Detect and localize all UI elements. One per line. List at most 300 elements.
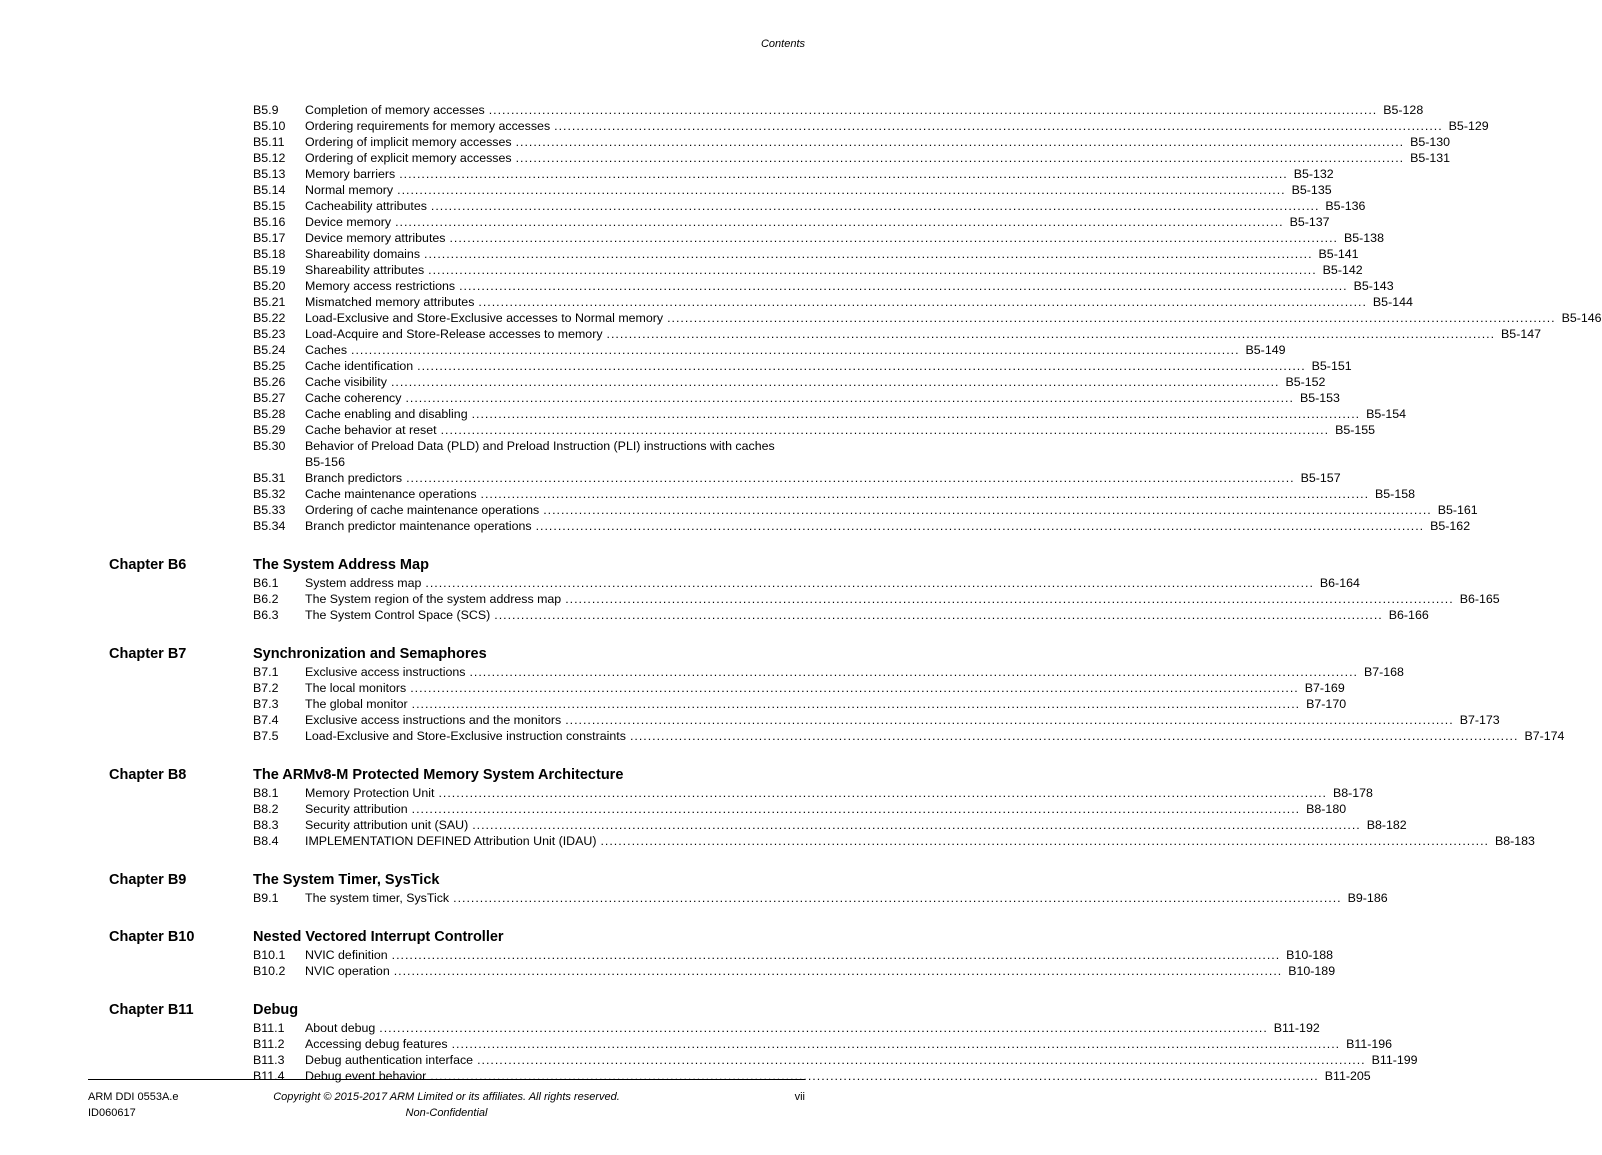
section-number: B7.1 (253, 665, 279, 679)
section-number: B11.4 (253, 1069, 285, 1083)
dot-leader: ........................................................................................................................................................................................................ (629, 729, 1519, 743)
toc-entry[interactable] (0, 294, 1413, 310)
page-reference[interactable]: B5-138 (1344, 231, 1384, 245)
dot-leader: ........................................................................................................................................................................................................ (565, 592, 1454, 606)
section-number: B11.2 (253, 1037, 285, 1051)
toc-entry-line (305, 166, 1334, 182)
dot-leader: ........................................................................................................................................................................................................ (411, 697, 1301, 711)
section-number: B5.29 (253, 423, 286, 437)
section-title-link[interactable]: Normal memory (305, 183, 394, 197)
page-reference[interactable]: B5-157 (1300, 471, 1341, 485)
section-number: B5.25 (253, 359, 286, 373)
toc-entry-line (305, 310, 1602, 326)
page-reference[interactable]: B8-178 (1332, 786, 1373, 800)
toc-entry[interactable] (0, 198, 1366, 214)
page-reference[interactable]: B5-128 (1383, 103, 1424, 117)
dot-leader: ........................................................................................................................................................................................................ (480, 487, 1370, 501)
page-reference[interactable]: B5-149 (1245, 343, 1286, 357)
page-reference[interactable]: B5-130 (1410, 135, 1451, 149)
dot-leader: ........................................................................................................................................................................................................ (351, 343, 1240, 357)
toc-entry[interactable] (0, 326, 1542, 342)
toc-entry[interactable] (0, 1052, 1418, 1068)
page-reference[interactable]: B5-129 (1448, 119, 1489, 133)
toc-entry-line (305, 294, 1413, 310)
section-title-link[interactable]: The System region of the system address map (305, 592, 562, 606)
chapter-label[interactable]: Chapter B11 (109, 1002, 194, 1018)
toc-entry[interactable] (0, 166, 1334, 182)
footer-legal (0, 1089, 893, 1121)
toc-entry[interactable] (0, 575, 1360, 591)
page-reference[interactable]: B5-136 (1325, 199, 1366, 213)
dot-leader: ........................................................................................................................................................................................................ (405, 391, 1294, 405)
toc-entry[interactable] (0, 214, 1330, 230)
section-title-link[interactable]: Branch predictor maintenance operations (305, 519, 532, 533)
chapter-title[interactable]: The System Address Map (253, 557, 429, 573)
toc-entry[interactable] (0, 150, 1451, 166)
section-number: B8.1 (253, 786, 279, 800)
footer-copyright: Copyright © 2015-2017 ARM Limited or its affiliates. All rights reserved. (273, 1091, 620, 1103)
dot-leader: ........................................................................................................................................................................................................ (543, 503, 1432, 517)
toc-entry[interactable] (0, 947, 1334, 963)
chapter-title[interactable]: Debug (253, 1002, 299, 1018)
section-title-link[interactable]: IMPLEMENTATION DEFINED Attribution Unit (IDAU) (305, 834, 597, 848)
section-title-link[interactable]: Cache behavior at reset (305, 423, 437, 437)
section-number: B5.20 (253, 279, 286, 293)
toc-entry[interactable] (0, 591, 1500, 607)
toc-entry[interactable] (0, 785, 1373, 801)
toc-entry[interactable] (0, 406, 1407, 422)
toc-entry-line (305, 712, 1500, 728)
toc-entry[interactable] (0, 438, 893, 470)
dot-leader: ........................................................................................................................................................................................................ (451, 1037, 1341, 1051)
toc-section (0, 868, 1388, 906)
toc-entry-line (305, 470, 1341, 486)
dot-leader: ........................................................................................................................................................................................................ (488, 103, 1378, 117)
page-reference[interactable]: B5-155 (1335, 423, 1376, 437)
section-number: B5.23 (253, 327, 286, 341)
toc-section (0, 925, 1336, 979)
toc-entry-line (305, 486, 1415, 502)
toc-entry[interactable] (0, 1036, 1393, 1052)
section-title-link[interactable]: Exclusive access instructions and the monitors (305, 713, 562, 727)
page-reference[interactable]: B6-164 (1319, 576, 1360, 590)
toc-entry-line (305, 342, 1286, 358)
running-header: Contents (760, 38, 805, 50)
toc-entry[interactable] (0, 712, 1500, 728)
section-number: B5.9 (253, 103, 279, 117)
toc-entry[interactable] (0, 817, 1407, 833)
page-reference[interactable]: B5-158 (1375, 487, 1415, 501)
section-number: B8.2 (253, 802, 279, 816)
toc-entry[interactable] (0, 680, 1345, 696)
table-of-contents (0, 102, 1602, 1084)
toc-entry[interactable] (0, 310, 1602, 326)
chapter-label[interactable]: Chapter B6 (109, 557, 187, 573)
dot-leader: ........................................................................................................................................................................................................ (440, 423, 1330, 437)
dot-leader: ........................................................................................................................................................................................................ (565, 713, 1454, 727)
toc-entry-line (305, 390, 1340, 406)
toc-entry-line (305, 1052, 1418, 1068)
toc-entry[interactable] (0, 607, 1429, 623)
page-reference[interactable]: B5-161 (1437, 503, 1478, 517)
toc-entry-line (305, 963, 1336, 979)
section-title-link[interactable]: System address map (305, 576, 422, 590)
chapter-heading (0, 763, 893, 785)
page-reference[interactable]: B5-162 (1430, 519, 1471, 533)
page-reference[interactable]: B11-199 (1371, 1053, 1418, 1067)
toc-entry-line (305, 728, 1565, 744)
section-title-link[interactable]: Accessing debug features (305, 1037, 448, 1051)
section-title-link[interactable]: Ordering of cache maintenance operations (305, 503, 540, 517)
toc-entry-line (305, 607, 1429, 623)
section-title-link[interactable]: Security attribution unit (SAU) (305, 818, 469, 832)
page-reference[interactable]: B11-205 (1324, 1069, 1371, 1083)
chapter-heading (0, 553, 893, 575)
page-reference[interactable]: B5-132 (1293, 167, 1334, 181)
section-title-link[interactable]: Caches (305, 343, 348, 357)
toc-entry-line (305, 118, 1489, 134)
section-number: B5.30 (253, 439, 286, 453)
toc-entry[interactable] (0, 696, 1347, 712)
page-reference[interactable]: B9-186 (1347, 891, 1388, 905)
page-reference[interactable]: B5-135 (1291, 183, 1332, 197)
section-number: B5.21 (253, 295, 286, 309)
chapter-title[interactable]: Synchronization and Semaphores (253, 646, 487, 662)
section-title-link[interactable]: The global monitor (305, 697, 408, 711)
dot-leader: ........................................................................................................................................................................................................ (606, 327, 1496, 341)
section-title-link[interactable]: Debug authentication interface (305, 1053, 474, 1067)
page-reference[interactable]: B8-182 (1366, 818, 1407, 832)
page-reference[interactable]: B7-170 (1306, 697, 1347, 711)
toc-section (0, 553, 1500, 623)
section-title-link[interactable]: Load-Exclusive and Store-Exclusive instruction constraints (305, 729, 626, 743)
section-number: B7.4 (253, 713, 279, 727)
toc-entry-line (305, 262, 1363, 278)
section-number: B5.13 (253, 167, 286, 181)
section-number: B11.1 (253, 1021, 285, 1035)
section-number: B5.34 (253, 519, 286, 533)
dot-leader: ........................................................................................................................................................................................................ (411, 802, 1301, 816)
section-title-link[interactable]: Cache identification (305, 359, 414, 373)
page-reference[interactable]: B5-131 (1410, 151, 1451, 165)
toc-entry[interactable] (0, 374, 1326, 390)
toc-entry[interactable] (0, 728, 1565, 744)
toc-entry-line (305, 801, 1347, 817)
toc-entry[interactable] (0, 102, 1424, 118)
dot-leader: ........................................................................................................................................................................................................ (472, 818, 1361, 832)
section-number: B5.10 (253, 119, 286, 133)
page-reference[interactable]: B5-151 (1311, 359, 1352, 373)
toc-entry-line (305, 518, 1471, 534)
dot-leader: ........................................................................................................................................................................................................ (438, 786, 1327, 800)
section-title-link[interactable]: NVIC definition (305, 948, 388, 962)
section-title-link[interactable]: Memory barriers (305, 167, 396, 181)
section-number: B7.2 (253, 681, 279, 695)
dot-leader: ........................................................................................................................................................................................................ (425, 576, 1314, 590)
chapter-title[interactable]: The System Timer, SysTick (253, 872, 440, 888)
page-reference[interactable]: B5-142 (1322, 263, 1363, 277)
section-number: B8.4 (253, 834, 279, 848)
dot-leader: ........................................................................................................................................................................................................ (667, 311, 1556, 325)
section-number: B5.26 (253, 375, 286, 389)
toc-entry-line (305, 890, 1388, 906)
chapter-heading (0, 868, 893, 890)
toc-entry[interactable] (0, 518, 1471, 534)
section-number: B5.14 (253, 183, 286, 197)
page-reference[interactable]: B5-153 (1299, 391, 1340, 405)
section-title-link[interactable]: Ordering requirements for memory accesses (305, 119, 551, 133)
section-number: B5.32 (253, 487, 286, 501)
toc-entry[interactable] (0, 230, 1384, 246)
section-number: B5.12 (253, 151, 286, 165)
toc-entry[interactable] (0, 342, 1286, 358)
dot-leader: ........................................................................................................................................................................................................ (395, 215, 1284, 229)
section-title-link[interactable]: Shareability attributes (305, 263, 425, 277)
dot-leader: ........................................................................................................................................................................................................ (428, 263, 1317, 277)
section-number: B6.1 (253, 576, 279, 590)
page-reference[interactable]: B7-168 (1363, 665, 1404, 679)
toc-entry-line (305, 947, 1334, 963)
page-reference[interactable]: B5-144 (1372, 295, 1413, 309)
section-number: B5.17 (253, 231, 286, 245)
chapter-label[interactable]: Chapter B7 (109, 646, 187, 662)
section-title-link[interactable]: Device memory (305, 215, 392, 229)
dot-leader: ........................................................................................................................................................................................................ (453, 891, 1342, 905)
toc-entry[interactable] (0, 134, 1451, 150)
toc-entry-line (305, 680, 1345, 696)
page-reference[interactable]: B5-147 (1501, 327, 1542, 341)
section-title-link[interactable]: Load-Exclusive and Store-Exclusive accesses to Normal memory (305, 311, 664, 325)
toc-entry-line (305, 502, 1478, 518)
dot-leader: ........................................................................................................................................................................................................ (478, 295, 1367, 309)
footer-doc-id: ARM DDI 0553A.e (88, 1091, 179, 1103)
page-reference[interactable]: B8-183 (1494, 834, 1535, 848)
dot-leader: ........................................................................................................................................................................................................ (494, 608, 1383, 622)
section-number: B5.11 (253, 135, 285, 149)
page-reference[interactable]: B5-141 (1318, 247, 1359, 261)
toc-entry-line (305, 406, 1407, 422)
page-reference[interactable]: B5-146 (1561, 311, 1602, 325)
section-number: B5.18 (253, 247, 286, 261)
page-reference[interactable]: B8-180 (1306, 802, 1347, 816)
section-title-link[interactable]: Behavior of Preload Data (PLD) and Preload Instruction (PLI) instructions with caches (305, 439, 775, 453)
toc-entry[interactable] (0, 833, 1535, 849)
toc-section (0, 998, 1418, 1084)
chapter-title[interactable]: Nested Vectored Interrupt Controller (253, 929, 504, 945)
section-title-link[interactable]: Cache maintenance operations (305, 487, 477, 501)
section-number: B6.2 (253, 592, 279, 606)
toc-entry[interactable] (0, 963, 1336, 979)
toc-entry-line (305, 833, 1535, 849)
toc-entry-line (305, 664, 1404, 680)
section-title-link[interactable]: Load-Acquire and Store-Release accesses to memory (305, 327, 603, 341)
section-title-link[interactable]: Exclusive access instructions (305, 665, 466, 679)
toc-entry[interactable] (0, 246, 1359, 262)
toc-entry-line (305, 1068, 1371, 1084)
toc-entry[interactable] (0, 118, 1489, 134)
section-number: B8.3 (253, 818, 279, 832)
page-reference[interactable]: B5-137 (1289, 215, 1330, 229)
dot-leader: ........................................................................................................................................................................................................ (469, 665, 1358, 679)
chapter-heading (0, 998, 893, 1020)
section-title-link[interactable]: Debug event behavior (305, 1069, 427, 1083)
section-title-link[interactable]: The System Control Space (SCS) (305, 608, 491, 622)
page-reference[interactable]: B5-152 (1285, 375, 1326, 389)
toc-entry-line (305, 591, 1500, 607)
toc-entry-line (305, 198, 1366, 214)
dot-leader: ........................................................................................................................................................................................................ (600, 834, 1489, 848)
section-number: B10.1 (253, 948, 286, 962)
section-title-link[interactable]: Cache enabling and disabling (305, 407, 468, 421)
section-title-link[interactable]: Memory access restrictions (305, 279, 456, 293)
toc-entry[interactable] (0, 664, 1404, 680)
toc-entry-line (305, 150, 1451, 166)
toc-entry[interactable] (0, 182, 1332, 198)
chapter-label[interactable]: Chapter B10 (109, 929, 195, 945)
dot-leader: ........................................................................................................................................................................................................ (410, 681, 1299, 695)
section-number: B7.3 (253, 697, 279, 711)
toc-entry-line (305, 326, 1542, 342)
chapter-label[interactable]: Chapter B9 (109, 872, 187, 888)
page-reference[interactable]: B7-169 (1304, 681, 1345, 695)
page-reference[interactable]: B6-165 (1459, 592, 1500, 606)
chapter-label[interactable]: Chapter B8 (109, 767, 187, 783)
toc-entry-line (305, 1036, 1393, 1052)
section-title-link[interactable]: Completion of memory accesses (305, 103, 485, 117)
dot-leader: ........................................................................................................................................................................................................ (449, 231, 1338, 245)
toc-entry-line (305, 230, 1384, 246)
dot-leader: ........................................................................................................................................................................................................ (535, 519, 1425, 533)
section-number: B10.2 (253, 964, 286, 978)
toc-entry-line (305, 246, 1359, 262)
toc-entry-line (305, 214, 1330, 230)
chapter-heading (0, 642, 893, 664)
section-title-link[interactable]: About debug (305, 1021, 376, 1035)
section-title-link[interactable]: Device memory attributes (305, 231, 446, 245)
dot-leader: ........................................................................................................................................................................................................ (430, 1069, 1319, 1083)
page-reference[interactable]: B7-174 (1524, 729, 1565, 743)
dot-leader: ........................................................................................................................................................................................................ (477, 1053, 1366, 1067)
toc-entry[interactable] (0, 422, 1376, 438)
toc-entry[interactable] (0, 262, 1363, 278)
page-reference[interactable]: B7-173 (1459, 713, 1500, 727)
toc-entry[interactable] (0, 502, 1478, 518)
section-title-link[interactable]: The local monitors (305, 681, 407, 695)
toc-entry-line (305, 575, 1360, 591)
toc-entry-line (305, 817, 1407, 833)
toc-section (0, 642, 1565, 744)
toc-entry-line (305, 785, 1373, 801)
dot-leader: ........................................................................................................................................................................................................ (515, 135, 1405, 149)
dot-leader: ........................................................................................................................................................................................................ (393, 964, 1283, 978)
toc-entry-line (305, 422, 1376, 438)
page-reference[interactable]: B10-189 (1288, 964, 1336, 978)
footer-page-number: vii (794, 1091, 805, 1103)
dot-leader: ........................................................................................................................................................................................................ (399, 167, 1288, 181)
toc-entry[interactable] (0, 390, 1340, 406)
chapter-title[interactable]: The ARMv8-M Protected Memory System Architecture (253, 767, 624, 783)
section-title-link[interactable]: Cache visibility (305, 375, 387, 389)
section-title-link[interactable]: Mismatched memory attributes (305, 295, 475, 309)
toc-entry-line (305, 134, 1451, 150)
chapter-heading (0, 925, 893, 947)
page-reference[interactable]: B5-156 (305, 455, 345, 469)
section-title-link[interactable]: Cacheability attributes (305, 199, 427, 213)
section-number: B5.22 (253, 311, 286, 325)
section-number: B5.15 (253, 199, 286, 213)
section-title-link[interactable]: Cache coherency (305, 391, 402, 405)
section-number: B5.31 (253, 471, 286, 485)
toc-entry[interactable] (0, 470, 1341, 486)
toc-entry-line (305, 374, 1326, 390)
page-reference[interactable]: B6-166 (1388, 608, 1429, 622)
section-number: B5.24 (253, 343, 286, 357)
dot-leader: ........................................................................................................................................................................................................ (397, 183, 1286, 197)
toc-entry-line (305, 438, 805, 470)
section-title-link[interactable]: Ordering of implicit memory accesses (305, 135, 512, 149)
section-title-link[interactable]: NVIC operation (305, 964, 390, 978)
section-number: B6.3 (253, 608, 279, 622)
dot-leader: ........................................................................................................................................................................................................ (406, 471, 1295, 485)
section-number: B5.33 (253, 503, 286, 517)
footer-divider (88, 1079, 805, 1080)
toc-entry-line (305, 696, 1347, 712)
section-title-link[interactable]: Branch predictors (305, 471, 403, 485)
dot-leader: ........................................................................................................................................................................................................ (430, 199, 1320, 213)
dot-leader: ........................................................................................................................................................................................................ (554, 119, 1443, 133)
footer-issue-id: ID060617 (88, 1107, 136, 1119)
dot-leader: ........................................................................................................................................................................................................ (471, 407, 1361, 421)
toc-section (0, 102, 1602, 534)
section-title-link[interactable]: The system timer, SysTick (305, 891, 450, 905)
page-reference[interactable]: B11-192 (1273, 1021, 1320, 1035)
section-number: B11.3 (253, 1053, 285, 1067)
toc-entry-line (305, 102, 1424, 118)
section-number: B5.19 (253, 263, 286, 277)
section-number: B5.16 (253, 215, 286, 229)
section-number: B7.5 (253, 729, 279, 743)
section-number: B9.1 (253, 891, 279, 905)
dot-leader: ........................................................................................................................................................................................................ (424, 247, 1313, 261)
toc-entry[interactable] (0, 278, 1394, 294)
toc-entry[interactable] (0, 1020, 1320, 1036)
section-title-link[interactable]: Ordering of explicit memory accesses (305, 151, 512, 165)
toc-entry-line (305, 358, 1352, 374)
toc-entry[interactable] (0, 801, 1347, 817)
section-title-link[interactable]: Shareability domains (305, 247, 421, 261)
toc-section (0, 763, 1535, 849)
toc-entry[interactable] (0, 486, 1415, 502)
dot-leader: ........................................................................................................................................................................................................ (379, 1021, 1268, 1035)
dot-leader: ........................................................................................................................................................................................................ (391, 948, 1281, 962)
section-title-link[interactable]: Memory Protection Unit (305, 786, 435, 800)
page-reference[interactable]: B5-154 (1366, 407, 1407, 421)
toc-entry-line (305, 278, 1394, 294)
dot-leader: ........................................................................................................................................................................................................ (515, 151, 1405, 165)
toc-entry[interactable] (0, 358, 1352, 374)
section-number: B5.28 (253, 407, 286, 421)
toc-entry[interactable] (0, 890, 1388, 906)
section-number: B5.27 (253, 391, 286, 405)
page-reference[interactable]: B5-143 (1353, 279, 1394, 293)
dot-leader: ........................................................................................................................................................................................................ (390, 375, 1280, 389)
toc-entry-line (305, 1020, 1320, 1036)
toc-entry[interactable] (0, 1068, 1371, 1084)
page-reference[interactable]: B11-196 (1346, 1037, 1393, 1051)
footer-confidentiality: Non-Confidential (405, 1107, 488, 1119)
section-title-link[interactable]: Security attribution (305, 802, 408, 816)
page-reference[interactable]: B10-188 (1286, 948, 1334, 962)
